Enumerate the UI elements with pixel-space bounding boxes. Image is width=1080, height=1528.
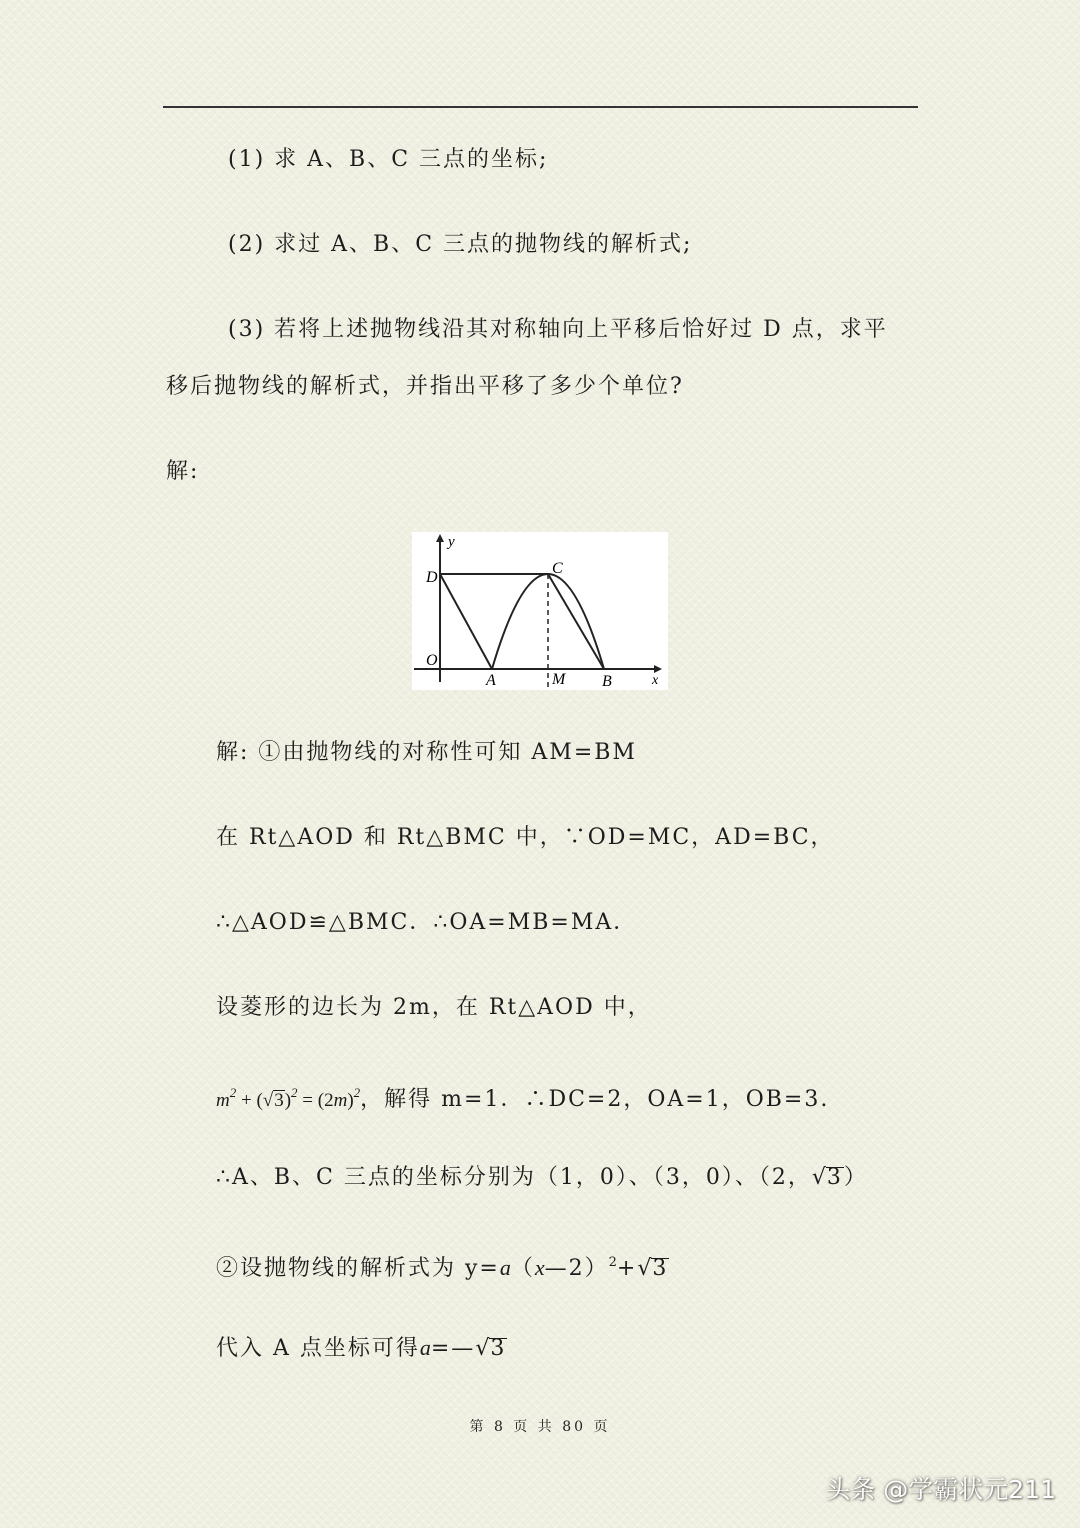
solution-line-6-text: ∴A、B、C 三点的坐标分别为（1，0）、（3，0）、（2， xyxy=(216,1165,812,1190)
solution-line-7-text: ②设抛物线的解析式为 y= xyxy=(216,1256,500,1281)
equals-minus: =— xyxy=(430,1336,476,1361)
label-d: D xyxy=(426,569,438,586)
solution-line-8-text: 代入 A 点坐标可得 xyxy=(216,1336,420,1361)
exponent: 2 xyxy=(291,1085,298,1100)
page-footer: 第 8 页 共 80 页 xyxy=(469,1419,611,1435)
radicand: 3 xyxy=(826,1165,843,1190)
label-m: M xyxy=(552,671,566,688)
solution-line-8 xyxy=(216,1333,507,1364)
label-b: B xyxy=(602,673,612,690)
figure-svg xyxy=(412,532,668,690)
var-x: x xyxy=(534,1255,545,1280)
solution-line-5 xyxy=(216,1078,829,1116)
label-x: x xyxy=(652,673,659,688)
answer-label: 解: xyxy=(166,459,200,484)
exponent: 2 xyxy=(608,1255,617,1270)
question-3-line-1: (3) 若将上述抛物线沿其对称轴向上平移后恰好过 D 点，求平 xyxy=(228,317,888,342)
label-c: C xyxy=(552,560,563,577)
radicand: 3 xyxy=(652,1256,669,1281)
solution-line-1: 解: ①由抛物线的对称性可知 AM=BM xyxy=(216,740,637,765)
solution-line-4: 设菱形的边长为 2m，在 Rt△AOD 中， xyxy=(216,995,652,1020)
top-rule xyxy=(163,106,918,108)
solution-line-2: 在 Rt△AOD 和 Rt△BMC 中，∵OD=MC，AD=BC， xyxy=(216,825,835,850)
label-a: A xyxy=(486,672,496,689)
solution-line-6 xyxy=(216,1163,868,1193)
minus-two: —2） xyxy=(544,1256,609,1281)
close-paren: ) xyxy=(284,1090,292,1111)
equals-paren: = (2 xyxy=(297,1090,334,1111)
close-paren: ) xyxy=(347,1090,354,1111)
radicand: 3 xyxy=(490,1336,507,1361)
var-a: a xyxy=(499,1255,511,1280)
radicand: 3 xyxy=(274,1090,284,1111)
radical-sign: √ xyxy=(637,1256,652,1281)
x-axis-arrow xyxy=(654,665,662,673)
y-axis-arrow xyxy=(436,534,444,542)
var-m: m xyxy=(216,1090,230,1111)
radical-sign: √ xyxy=(262,1090,274,1111)
watermark: 头条 @学霸状元211 xyxy=(825,1475,1056,1504)
solution-line-5-text: ，解得 m=1．∴DC=2，OA=1，OB=3. xyxy=(360,1087,830,1112)
segment-cb xyxy=(548,574,604,669)
solution-line-3: ∴△AOD≌△BMC．∴OA=MB=MA． xyxy=(216,910,638,935)
plus-paren: + ( xyxy=(236,1090,263,1111)
radical-sign: √ xyxy=(475,1336,490,1361)
open-paren: （ xyxy=(510,1256,535,1281)
radical-sign: √ xyxy=(811,1165,826,1190)
close-paren: ） xyxy=(843,1165,868,1190)
geometry-figure xyxy=(412,532,668,690)
question-2: (2) 求过 A、B、C 三点的抛物线的解析式; xyxy=(228,232,693,257)
solution-line-7 xyxy=(216,1248,669,1284)
plus-sign: + xyxy=(616,1256,638,1281)
exponent: 2 xyxy=(353,1085,361,1100)
label-y: y xyxy=(448,534,455,550)
segment-da xyxy=(440,574,492,669)
var-a: a xyxy=(419,1335,431,1360)
question-3-line-2: 移后抛物线的解析式，并指出平移了多少个单位? xyxy=(166,374,684,399)
formula-pythagorean xyxy=(216,1085,361,1111)
exponent: 2 xyxy=(229,1085,237,1100)
label-o: O xyxy=(426,652,438,669)
var-m: m xyxy=(333,1090,348,1111)
question-1: (1) 求 A、B、C 三点的坐标; xyxy=(228,147,549,172)
